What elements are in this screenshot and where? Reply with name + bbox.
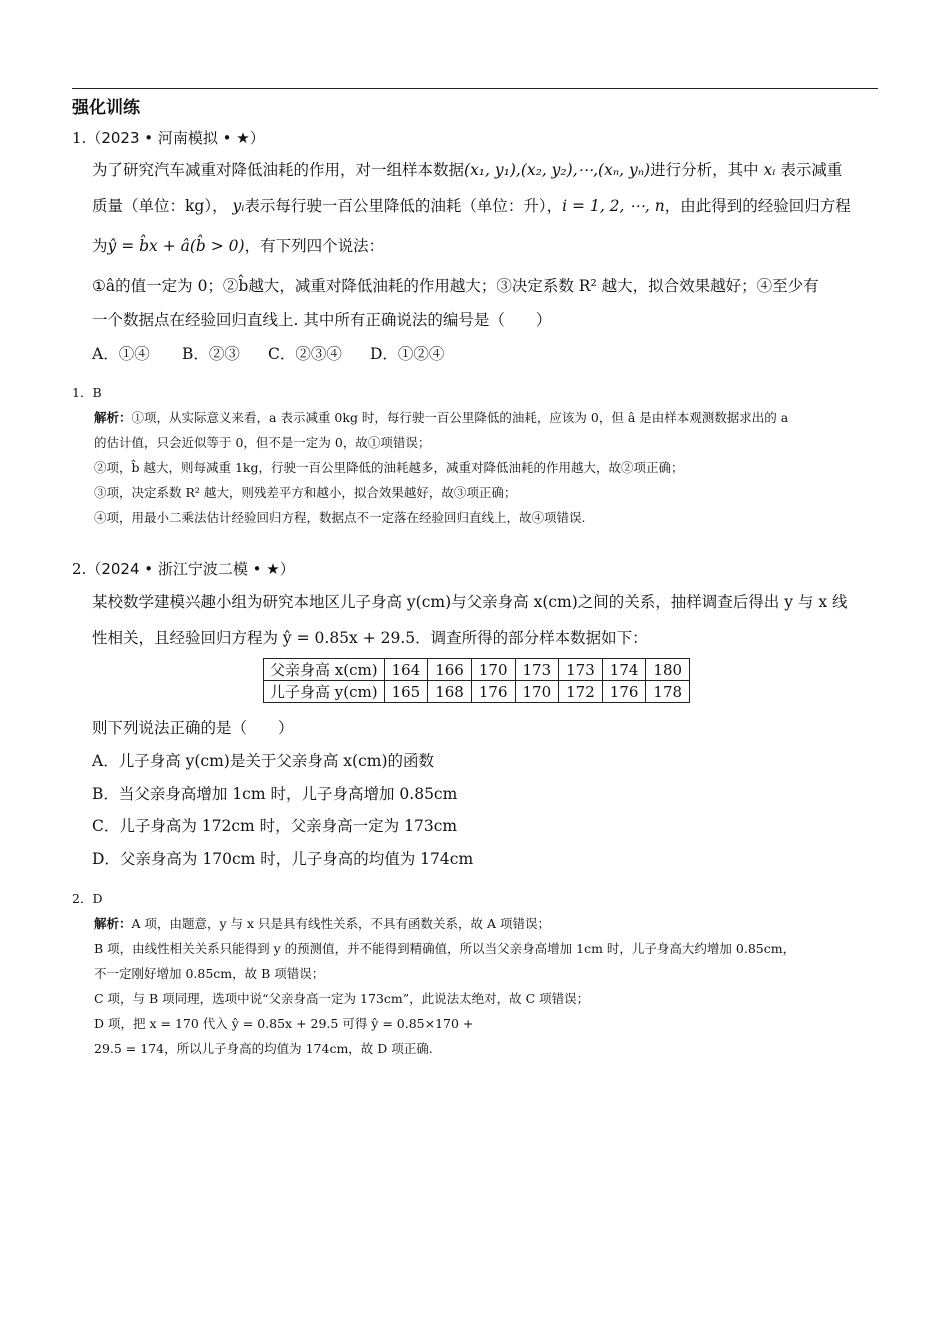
q2-stem-line2: 性相关，且经验回归方程为 ŷ = 0.85x + 29.5．调查所得的部分样本数据如下：	[92, 629, 648, 647]
q2-option-c[interactable]: C．儿子身高为 172cm 时，父亲身高一定为 173cm	[92, 817, 458, 835]
q1-analysis-line5: ④项，用最小二乘法估计经验回归方程，数据点不一定落在经验回归直线上，故④项错误.	[94, 510, 586, 525]
section-title: 强化训练	[72, 98, 140, 118]
q1-stem-line2: 质量（单位：kg）， yᵢ表示每行驶一百公里降低的油耗（单位：升），i = 1, 2, ⋯, n，由此得到的经验回归方程	[92, 197, 851, 215]
q2-source: （2024 • 浙江宁波二模 • ★）	[86, 560, 295, 578]
table-cell: 173	[515, 659, 559, 681]
table-cell: 173	[559, 659, 603, 681]
table-cell: 180	[646, 659, 690, 681]
q1-header	[72, 128, 878, 148]
table-cell: 170	[471, 659, 515, 681]
q2-header	[72, 559, 878, 579]
table-cell: 165	[384, 681, 428, 703]
q2-analysis-line2: B 项，由线性相关关系只能得到 y 的预测值，并不能得到精确值，所以当父亲身高增加 1cm 时，儿子身高大约增加 0.85cm，	[94, 941, 796, 956]
table-cell: 178	[646, 681, 690, 703]
q2-option-b[interactable]: B．当父亲身高增加 1cm 时，儿子身高增加 0.85cm	[92, 785, 458, 803]
q1-answer: 1．B	[72, 385, 102, 400]
table-row-header-son: 儿子身高 y(cm)	[264, 681, 385, 703]
q2-option-d[interactable]: D．父亲身高为 170cm 时，儿子身高的均值为 174cm	[92, 850, 474, 868]
q1-source: （2023 • 河南模拟 • ★）	[86, 129, 265, 147]
q2-option-a[interactable]: A．儿子身高 y(cm)是关于父亲身高 x(cm)的函数	[92, 752, 434, 770]
q1-option-b[interactable]: B．②③	[182, 345, 240, 363]
q1-stem-line1: 为了研究汽车减重对降低油耗的作用，对一组样本数据(x₁, y₁),(x₂, y₂),⋯,(xₙ, yₙ)进行分析，其中 xᵢ 表示减重	[92, 161, 843, 179]
q1-analysis-line1: 解析：①项，从实际意义来看，a 表示减重 0kg 时，每行驶一百公里降低的油耗，应该为 0，但 â 是由样本观测数据求出的 a	[94, 410, 789, 425]
table-row	[264, 681, 690, 703]
q1-stem-line4: ①â的值一定为 0；②b̂越大，减重对降低油耗的作用越大；③决定系数 R² 越大，拟合效果越好；④至少有	[92, 277, 819, 295]
q2-analysis-line5: D 项，把 x = 170 代入 ŷ = 0.85x + 29.5 可得 ŷ = 0.85×170 +	[94, 1016, 474, 1031]
table-row	[264, 659, 690, 681]
q1-sample-data: (x₁, y₁),(x₂, y₂),⋯,(xₙ, yₙ)	[464, 161, 651, 179]
q1-option-c[interactable]: C．②③④	[268, 345, 342, 363]
table-cell: 172	[559, 681, 603, 703]
q2-number: 2.	[72, 560, 87, 578]
q2-stem-line1: 某校数学建模兴趣小组为研究本地区儿子身高 y(cm)与父亲身高 x(cm)之间的关系，抽样调查后得出 y 与 x 线	[92, 593, 848, 611]
table-cell: 166	[428, 659, 472, 681]
q1-stem-line3: 为ŷ = b̂x + â(b̂ > 0)，有下列四个说法：	[92, 237, 385, 255]
q2-analysis-line3: 不一定刚好增加 0.85cm，故 B 项错误；	[94, 966, 325, 981]
q1-analysis-line2: 的估计值，只会近似等于 0，但不是一定为 0，故①项错误；	[94, 435, 431, 450]
q1-number: 1.	[72, 129, 87, 147]
q2-analysis-line1: 解析：A 项，由题意，y 与 x 只是具有线性关系，不具有函数关系，故 A 项错误；	[94, 916, 551, 931]
q2-analysis-line6: 29.5 = 174，所以儿子身高的均值为 174cm，故 D 项正确.	[94, 1041, 433, 1056]
table-cell: 176	[471, 681, 515, 703]
q2-answer: 2．D	[72, 891, 103, 906]
q1-option-a[interactable]: A．①④	[92, 345, 150, 363]
q2-answer-block	[72, 886, 878, 1061]
table-cell: 174	[602, 659, 646, 681]
q1-option-d[interactable]: D．①②④	[370, 345, 445, 363]
table-cell: 164	[384, 659, 428, 681]
q1-analysis-line4: ③项，决定系数 R² 越大，则残差平方和越小，拟合效果越好，故③项正确；	[94, 485, 517, 500]
q2-data-table	[263, 658, 690, 703]
table-row-header-father: 父亲身高 x(cm)	[264, 659, 385, 681]
table-cell: 170	[515, 681, 559, 703]
table-cell: 176	[602, 681, 646, 703]
q2-prompt: 则下列说法正确的是（ ）	[92, 719, 294, 737]
q2-analysis-line4: C 项，与 B 项同理，选项中说“父亲身高一定为 173cm”，此说法太绝对，故 C 项错误；	[94, 991, 590, 1006]
q1-stem-line5: 一个数据点在经验回归直线上. 其中所有正确说法的编号是（ ）	[92, 311, 552, 329]
q1-answer-block	[72, 380, 878, 530]
q1-regression-equation: ŷ = b̂x + â(b̂ > 0)	[107, 237, 245, 255]
header-rule	[72, 88, 878, 89]
table-cell: 168	[428, 681, 472, 703]
q1-analysis-line3: ②项，b̂ 越大，则每减重 1kg，行驶一百公里降低的油耗越多，减重对降低油耗的作用越大，故②项正确；	[94, 460, 684, 475]
